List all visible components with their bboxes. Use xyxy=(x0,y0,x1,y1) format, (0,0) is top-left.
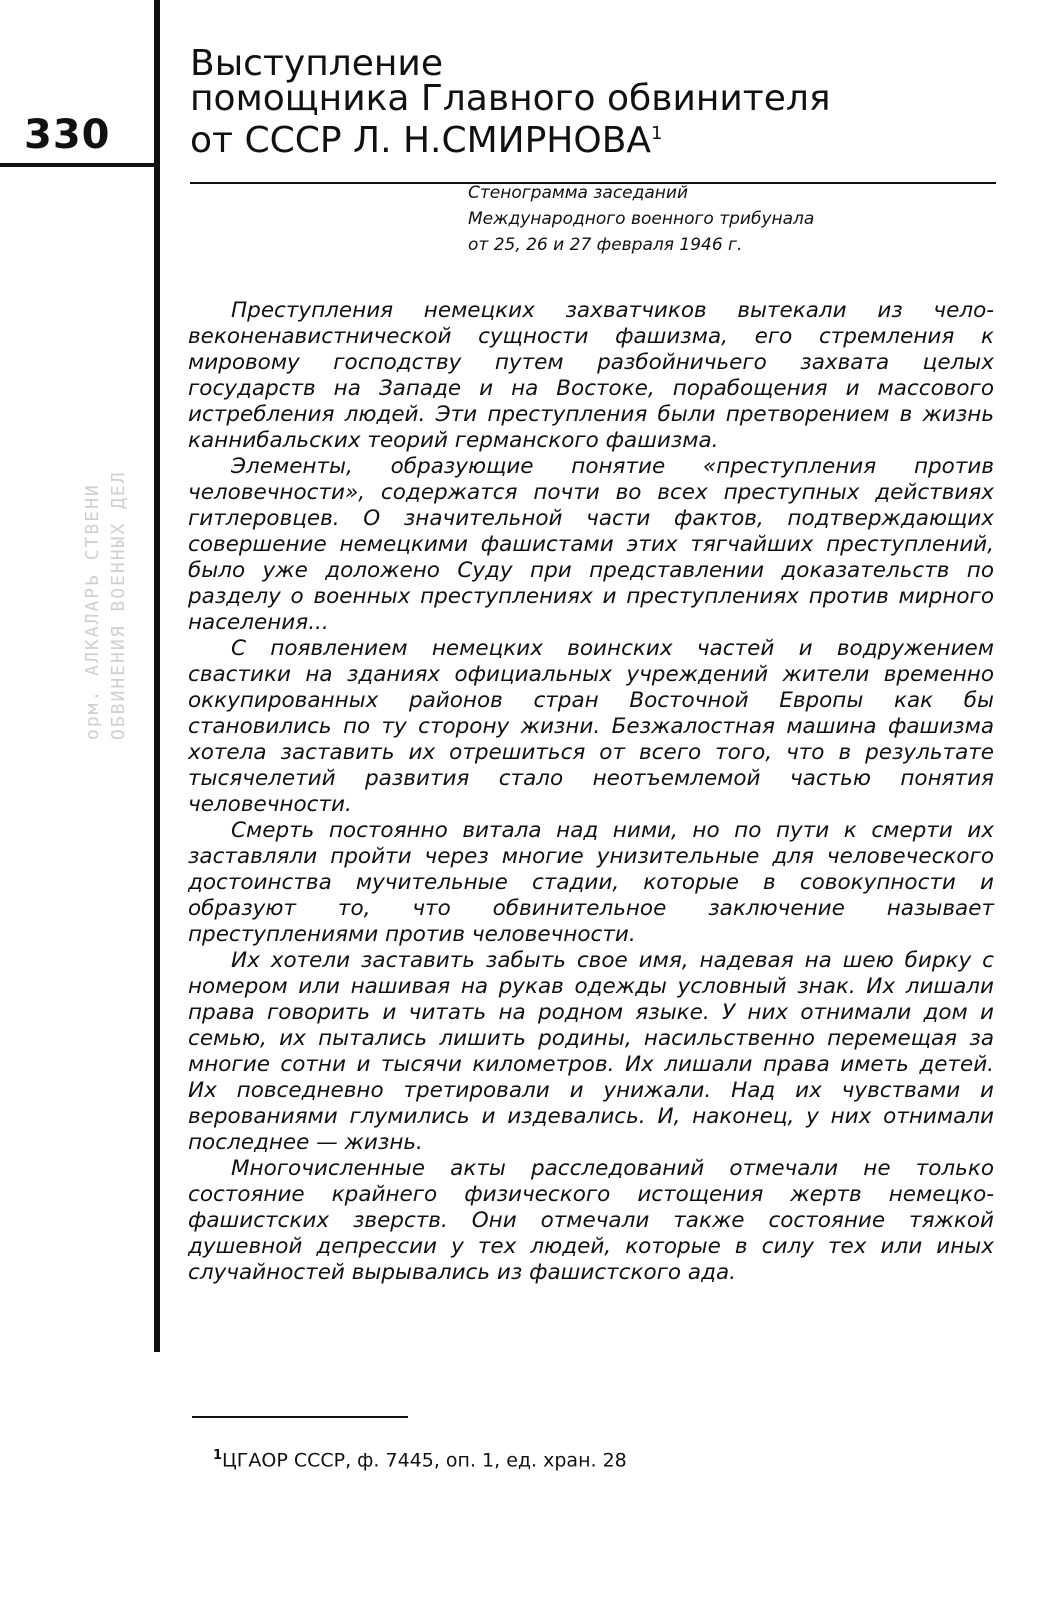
footnote-mark: 1 xyxy=(213,1448,223,1463)
footnote xyxy=(213,1448,627,1471)
paragraph: Их хотели заставить забыть свое имя, надевая на шею бирку с номером или нашивая на рукав одежды условный знак. Их лишали права говорить и читать на родном языке. У них отнимали дом и семью, их пытались лишить родины, насильственно перемещая за многие сотни и тысячи километров. Их лишали права иметь детей. Их повседневно третировали и унижали. Над их чувствами и верованиями глумились и издевались. И, наконец, у них отнимали последнее — жизнь. xyxy=(188,948,994,1155)
vertical-rule xyxy=(154,0,160,1352)
footnote-rule xyxy=(192,1416,408,1418)
side-ornament-line: орм. АЛКАЛАРЬ СТВЕНИ xyxy=(82,483,103,740)
paragraph: С появлением немецких воинских частей и водружением свастики на зданиях официальных учреждений жители временно оккупированных районов стран Восточной Европы как бы становились по ту сторону жизни. Безжалостная машина фашизма хотела заставить их отрешиться от всего того, что в результате тысячелетий развития стало неотъемлемой частью понятия человечности. xyxy=(188,636,994,817)
body-text xyxy=(188,298,994,1286)
subtitle-line: Международного военного трибунала xyxy=(468,209,815,229)
title-line-text: от СССР Л. Н.СМИРНОВА xyxy=(190,120,652,161)
footnote-text: ЦГАОР СССР, ф. 7445, оп. 1, ед. хран. 28 xyxy=(222,1449,627,1472)
side-ornament-line: ОБВИНЕНИЯ ВОЕННЫХ ДЕЛ xyxy=(108,470,129,740)
title-line: помощника Главного обвинителя xyxy=(190,78,831,119)
subtitle xyxy=(468,180,988,258)
title-footnote-mark: 1 xyxy=(651,123,663,144)
subtitle-line: Стенограмма заседаний xyxy=(468,183,689,203)
title-line xyxy=(190,116,1010,161)
paragraph: Многочисленные акты расследований отмечали не только состояние крайнего физического истощения жертв немецко-фашистских зверств. Они отмечали также состояние тяжкой душевной депрессии у тех людей, которые в силу тех или иных случайностей вырывались из фашистского ада. xyxy=(188,1156,994,1285)
page-number-rule xyxy=(0,163,154,167)
paragraph: Смерть постоянно витала над ними, но по пути к смерти их заставляли пройти через многие унизительные для человеческого достоинства мучительные стадии, которые в совокупности и образуют то, что обвинительное заключение называет преступлениями против человечности. xyxy=(188,818,994,947)
title-line: Выступление xyxy=(190,43,443,84)
page-title xyxy=(190,43,1010,161)
paragraph: Преступления немецких захватчиков вытекали из человеконенавистнической сущности фашизма, его стремления к мировому господству путем разбойничьего захвата целых государств на Западе и на Востоке, порабощения и массового истребления людей. Эти преступления были претворением в жизнь каннибальских теорий германского фашизма. xyxy=(188,298,994,453)
side-ornament xyxy=(78,180,134,740)
page-number: 330 xyxy=(24,112,111,158)
subtitle-line: от 25, 26 и 27 февраля 1946 г. xyxy=(468,235,743,255)
paragraph: Элементы, образующие понятие «преступления против человечности», содержатся почти во всех преступных действиях гитлеровцев. О значительной части фактов, подтверждающих совершение немецкими фашистами этих тягчайших преступлений, было уже доложено Суду при представлении доказательств по разделу о военных преступлениях и преступлениях против мирного населения... xyxy=(188,454,994,635)
